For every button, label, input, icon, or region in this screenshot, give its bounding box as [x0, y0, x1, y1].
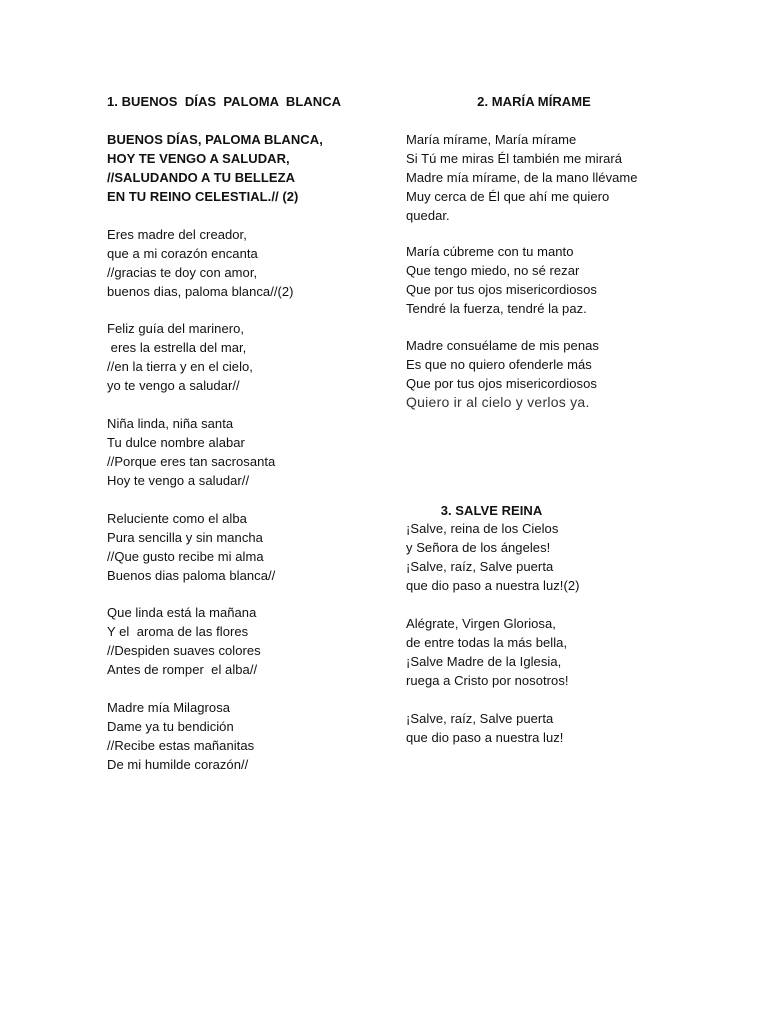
song3-stanza1-line: ¡Salve, raíz, Salve puerta — [406, 559, 554, 574]
song1-stanza4-line: //Que gusto recibe mi alma — [107, 549, 264, 564]
song1-stanza1-line: buenos dias, paloma blanca//(2) — [107, 284, 294, 299]
song1-stanza6-line: //Recibe estas mañanitas — [107, 738, 255, 753]
song3-stanza1-line: ¡Salve, reina de los Cielos — [406, 521, 559, 536]
song3-stanza2-line: de entre todas la más bella, — [406, 635, 568, 650]
song1-stanza2-line: //en la tierra y en el cielo, — [107, 359, 253, 374]
song1-stanza4-line: Buenos dias paloma blanca// — [107, 568, 276, 583]
song2-stanza2-line: Tendré la fuerza, tendré la paz. — [406, 301, 587, 316]
song2-stanza1-line: Muy cerca de Él que ahí me quiero — [406, 189, 610, 204]
song1-stanza3-line: Tu dulce nombre alabar — [107, 435, 245, 450]
song2-stanza1-line: María mírame, María mírame — [406, 132, 577, 147]
song1-chorus-line: BUENOS DÍAS, PALOMA BLANCA, — [107, 132, 323, 147]
song2-stanza1-line: Si Tú me miras Él también me mirará — [406, 151, 623, 166]
song1-chorus-line: HOY TE VENGO A SALUDAR, — [107, 151, 290, 166]
song3-stanza1-line: y Señora de los ángeles! — [406, 540, 551, 555]
song1-stanza3-line: Hoy te vengo a saludar// — [107, 473, 250, 488]
song1-title: 1. BUENOS DÍAS PALOMA BLANCA — [107, 94, 342, 109]
song2-stanza3-line: Que por tus ojos misericordiosos — [406, 376, 597, 391]
song2-stanza3-line: Madre consuélame de mis penas — [406, 338, 599, 353]
song1-stanza2-line: eres la estrella del mar, — [107, 340, 247, 355]
song1-stanza1-line: //gracias te doy con amor, — [107, 265, 258, 280]
song2-stanza3-line: Quiero ir al cielo y verlos ya. — [406, 394, 590, 410]
song1-chorus-line: //SALUDANDO A TU BELLEZA — [107, 170, 296, 185]
song3-stanza3-line: ¡Salve, raíz, Salve puerta — [406, 711, 554, 726]
song3-stanza1-line: que dio paso a nuestra luz!(2) — [406, 578, 580, 593]
song2-title: 2. MARÍA MÍRAME — [477, 94, 591, 109]
song1-stanza6-line: Dame ya tu bendición — [107, 719, 234, 734]
song1-stanza2-line: yo te vengo a saludar// — [107, 378, 240, 393]
song2-stanza2-line: María cúbreme con tu manto — [406, 244, 574, 259]
song1-stanza5-line: Antes de romper el alba// — [107, 662, 258, 677]
song2-stanza1-line: Madre mía mírame, de la mano llévame — [406, 170, 638, 185]
song1-stanza3-line: Niña linda, niña santa — [107, 416, 234, 431]
song3-stanza3-line: que dio paso a nuestra luz! — [406, 730, 564, 745]
song3-title: 3. SALVE REINA — [440, 503, 543, 518]
song1-chorus-line: EN TU REINO CELESTIAL.// (2) — [107, 189, 299, 204]
song1-stanza2-line: Feliz guía del marinero, — [107, 321, 245, 336]
song1-stanza6-line: De mi humilde corazón// — [107, 757, 249, 772]
song1-stanza1-line: que a mi corazón encanta — [107, 246, 258, 261]
song1-stanza5-line: Que linda está la mañana — [107, 605, 257, 620]
song2-stanza3-line: Es que no quiero ofenderle más — [406, 357, 592, 372]
song1-stanza3-line: //Porque eres tan sacrosanta — [107, 454, 276, 469]
song3-stanza2-line: ruega a Cristo por nosotros! — [406, 673, 569, 688]
song3-stanza2-line: Alégrate, Virgen Gloriosa, — [406, 616, 556, 631]
song1-stanza6-line: Madre mía Milagrosa — [107, 700, 231, 715]
song2-stanza2-line: Que tengo miedo, no sé rezar — [406, 263, 580, 278]
song1-stanza5-line: Y el aroma de las flores — [107, 624, 249, 639]
song1-stanza5-line: //Despiden suaves colores — [107, 643, 261, 658]
song1-stanza4-line: Pura sencilla y sin mancha — [107, 530, 263, 545]
song1-stanza4-line: Reluciente como el alba — [107, 511, 247, 526]
song1-stanza1-line: Eres madre del creador, — [107, 227, 247, 242]
song2-stanza2-line: Que por tus ojos misericordiosos — [406, 282, 597, 297]
song3-stanza2-line: ¡Salve Madre de la Iglesia, — [406, 654, 562, 669]
song2-stanza1-line: quedar. — [406, 208, 450, 223]
